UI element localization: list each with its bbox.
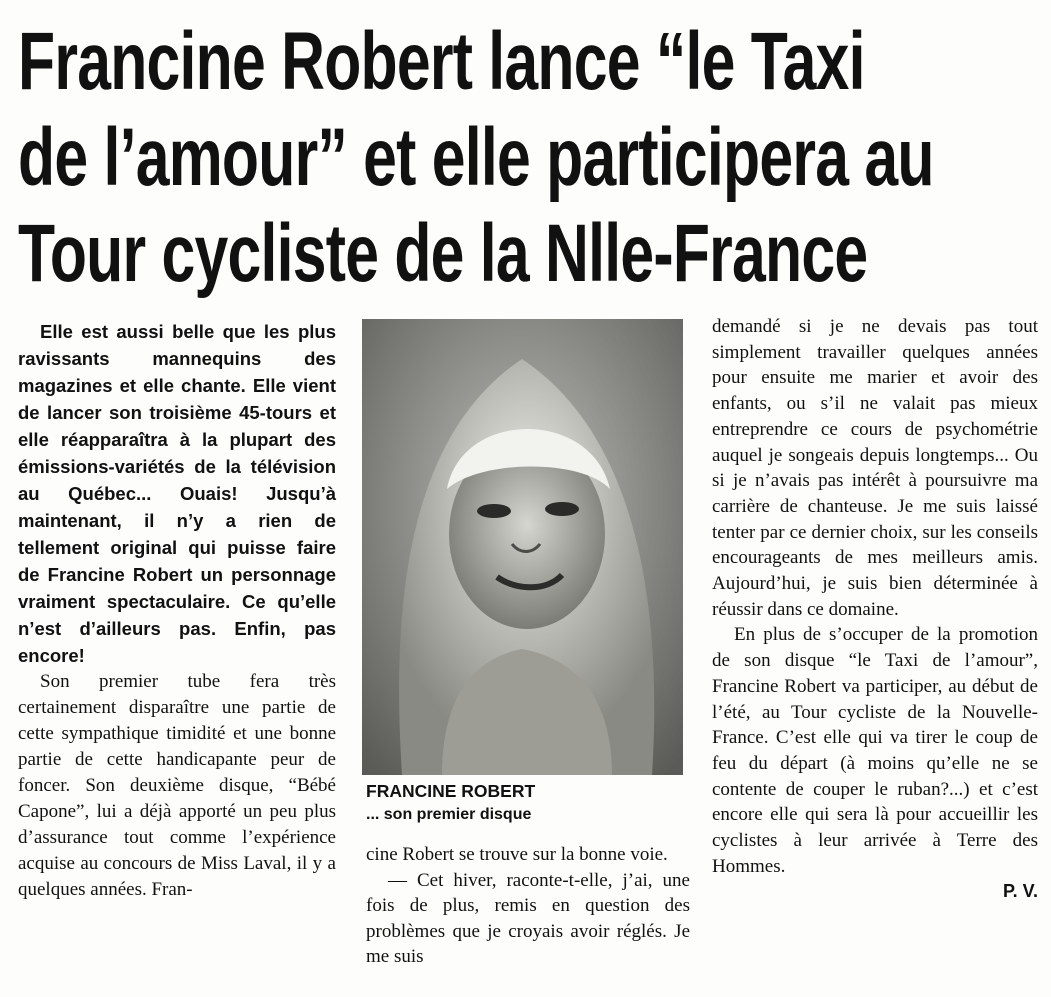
column3-paragraph-1: demandé si je ne devais pas tout simplement travailler quelques années pour ensuite me marier et avoir des enfants, ou s’il ne valait pas mieux entreprendre ce cours de psychométrie auquel je songeais depuis longtemps... Ou si je n’avais pas intérêt à poursuivre ma carrière de chanteuse. Je me suis laissé tenter par ce dernier choix, sur les conseils encourageants de mes meilleurs amis. Aujourd’hui, je suis bien déterminée à réussir dans ce domaine. [712, 316, 1038, 620]
photo-caption-name: FRANCINE ROBERT [366, 781, 536, 801]
headline [18, 14, 1028, 302]
portrait-image [362, 319, 683, 775]
byline-row [712, 879, 1038, 905]
article-column-1 [18, 318, 336, 903]
photo-caption-subtitle: ... son premier disque [366, 806, 532, 823]
column3-paragraph-2: En plus de s’occuper de la promotion de son disque “le Taxi de l’amour”, Francine Robert va participer, au début de l’été, au Tour cycliste de la Nouvelle-France. C’est elle qui va tirer le coup de feu du départ (à moins qu’elle ne se contente de couper le ruban?...) et c’est encore elle qui sera là pour accueillir les cyclistes à leur arrivée à Terre des Hommes. [712, 624, 1038, 877]
body-paragraph: Son premier tube fera très certainement disparaître une partie de cette sympathique timidité et une bonne partie de cette handicapante peur de foncer. Son deuxième disque, “Bébé Capone”, lui a déjà apporté un peu plus d’assurance tout comme l’expérience acquise au concours de Miss Laval, il y a quelques années. Fran- [18, 671, 336, 900]
article-column-2 [366, 842, 690, 970]
quote-paragraph: — Cet hiver, raconte-t-elle, j’ai, une fois de plus, remis en question des problèmes que je croyais avoir réglés. Je me suis [366, 869, 690, 967]
continuation-paragraph: cine Robert se trouve sur la bonne voie. [366, 844, 668, 865]
portrait-photo [362, 319, 683, 775]
headline-line-1: Francine Robert lance “le Taxi [18, 16, 865, 107]
headline-line-2: de l’amour” et elle participera au [18, 112, 934, 203]
lead-paragraph: Elle est aussi belle que les plus ravissants mannequins des magazines et elle chante. Elle vient de lancer son troisième 45-tours et elle réapparaîtra à la plupart des émissions-variétés de la télévision au Québec... Ouais! Jusqu’à maintenant, il n’y a rien de tellement original qui puisse faire de Francine Robert un personnage vraiment spectaculaire. Ce qu’elle n’est d’ailleurs pas. Enfin, pas encore! [18, 321, 336, 666]
author-signature: P. V. [1002, 881, 1038, 902]
article-column-3 [712, 314, 1038, 905]
headline-line-3: Tour cycliste de la Nlle-France [18, 208, 868, 299]
